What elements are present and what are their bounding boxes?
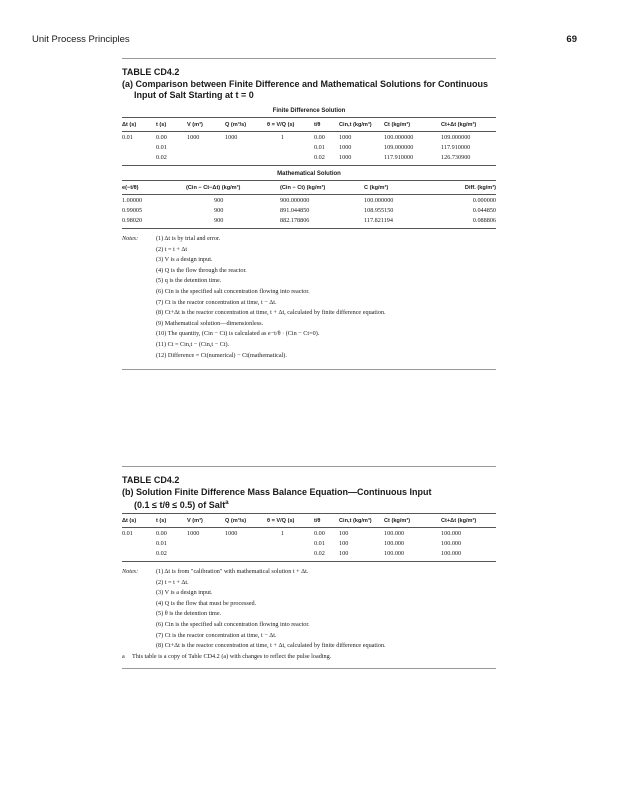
cell: 1000 (339, 153, 352, 161)
cell: 100.000 (384, 549, 405, 557)
cell (225, 152, 267, 162)
cell: 1000 (187, 529, 200, 537)
column-header: V (m³) (187, 121, 203, 128)
table-a-title-line1: (a) Comparison between Finite Difference and Mathematical Solutions for Continuous (122, 79, 489, 89)
cell: 100 (339, 539, 349, 547)
table-row (122, 142, 496, 152)
bottom-rule (122, 668, 496, 669)
math-table (122, 181, 496, 225)
table-a-label: TABLE CD4.2 (122, 67, 180, 77)
cell: 126.730900 (441, 153, 471, 161)
note: (6) Cin is the specified salt concentration flowing into reactor. (156, 620, 310, 628)
table-row (122, 215, 496, 225)
column-header: Ct (kg/m³) (384, 121, 411, 128)
cell (225, 538, 267, 548)
column-header: Q (m³/s) (225, 121, 247, 128)
cell: 882.178806 (280, 216, 310, 224)
notes-label: Notes: (122, 235, 139, 242)
column-header: Ct (kg/m³) (384, 517, 411, 524)
cell (187, 152, 225, 162)
note: (8) Ct+Δt is the reactor concentration at time, t + Δt, calculated by finite difference equation. (156, 309, 386, 317)
cell: 900.000000 (280, 196, 310, 204)
table-b-label: TABLE CD4.2 (122, 475, 180, 485)
cell: 0.01 (156, 143, 167, 151)
table-b-block (122, 466, 496, 669)
cell (225, 142, 267, 152)
note: (3) V is a design input. (156, 256, 213, 264)
cell: 0.01 (314, 539, 325, 547)
cell: 0.00 (314, 133, 325, 141)
footnote-mark: a (225, 500, 229, 506)
running-header (32, 34, 577, 48)
fd-table (122, 118, 496, 162)
table-a-notes (122, 234, 496, 361)
cell: 900 (214, 196, 224, 204)
cell (122, 538, 156, 548)
cell: 0.99005 (122, 206, 143, 214)
note: (1) Δt is from "calibration" with mathematical solution t + Δt. (156, 568, 309, 575)
table-b-header-row (122, 514, 496, 528)
cell: 0.000000 (472, 196, 496, 204)
cell: 109.000000 (441, 133, 471, 141)
cell: 100.000000 (364, 196, 394, 204)
cell: 100.000 (384, 529, 405, 537)
math-header-row (122, 181, 496, 195)
note: (8) Ct+Δt is the reactor concentration at time, t + Δt, calculated by finite difference equation. (156, 642, 386, 650)
running-title: Unit Process Principles (32, 34, 130, 45)
note: (2) t = t + Δt (156, 245, 188, 253)
column-header: θ = V/Q (s) (267, 517, 295, 524)
cell: 0.02 (314, 549, 325, 557)
fd-header-row (122, 118, 496, 132)
table-b-footnote (122, 652, 496, 663)
cell (267, 548, 314, 558)
top-rule (122, 58, 496, 59)
note: (1) Δt is by trial and error. (156, 235, 221, 242)
cell: 0.01 (122, 529, 133, 537)
cell: 117.910000 (384, 153, 414, 161)
table-row (122, 195, 496, 206)
column-header: (Cin − Ct) (kg/m³) (280, 184, 326, 191)
column-header: t/θ (314, 517, 321, 524)
cell: 100.000 (441, 529, 462, 537)
cell: 0.00 (314, 529, 325, 537)
cell: 100.000 (441, 539, 462, 547)
column-header: Δt (s) (122, 517, 137, 524)
footnote-text: This table is a copy of Table CD4.2 (a) with changes to reflect the pulse loading. (132, 652, 332, 660)
cell: 109.000000 (384, 143, 414, 151)
cell (267, 142, 314, 152)
note: (10) The quantity, (Cin − Ct) is calculated as e−t/θ · (Cin − Ct=0). (156, 330, 320, 338)
column-header: Cin,t (kg/m³) (339, 121, 372, 128)
footnote-mark: a (122, 652, 125, 660)
rule (122, 561, 496, 562)
cell: 0.01 (122, 133, 133, 141)
cell: 1 (281, 133, 285, 141)
column-header: t (s) (156, 121, 167, 128)
column-header: Cin,t (kg/m³) (339, 517, 372, 524)
cell: 0.02 (314, 153, 325, 161)
column-header: t/θ (314, 121, 321, 128)
note: (6) Cin is the specified salt concentration flowing into reactor. (156, 287, 310, 295)
note: (7) Ct is the reactor concentration at time, t − Δt. (156, 631, 277, 639)
cell: 0.00 (156, 529, 167, 537)
cell: 108.955150 (364, 206, 394, 214)
note: (5) q is the detention time. (156, 277, 222, 285)
table-row (122, 548, 496, 558)
cell: 100 (339, 549, 349, 557)
cell (187, 538, 225, 548)
cell: 900 (214, 206, 224, 214)
cell: 0.088806 (472, 216, 496, 224)
note: (4) Q is the flow through the reactor. (156, 266, 247, 274)
column-header: t (s) (156, 517, 167, 524)
cell: 0.01 (314, 143, 325, 151)
table-row (122, 528, 496, 539)
cell: 1000 (225, 133, 238, 141)
page-number: 69 (566, 34, 577, 45)
cell: 0.02 (156, 549, 167, 557)
cell (187, 142, 225, 152)
table-row (122, 132, 496, 143)
column-header: Q (m³/s) (225, 517, 247, 524)
cell: 0.02 (156, 153, 167, 161)
cell: 1000 (339, 143, 352, 151)
cell: 100 (339, 529, 349, 537)
cell (267, 538, 314, 548)
cell: 0.044850 (472, 206, 496, 214)
table-b-title-line2 (122, 498, 496, 511)
column-header: θ = V/Q (s) (267, 121, 295, 128)
table-b-title-line1: (b) Solution Finite Difference Mass Balance Equation—Continuous Input (122, 487, 432, 497)
table-b-title (122, 487, 496, 511)
note: (5) θ is the detention time. (156, 610, 222, 618)
cell: 117.910000 (441, 143, 471, 151)
cell: 1.00000 (122, 196, 143, 204)
cell (267, 152, 314, 162)
table-row (122, 152, 496, 162)
note: (2) t = t + Δt. (156, 578, 189, 586)
notes-label: Notes: (122, 568, 139, 575)
column-header: Ct+Δt (kg/m³) (441, 121, 477, 128)
note: (3) V is a design input. (156, 589, 213, 597)
table-b-notes (122, 567, 496, 662)
cell: 0.98020 (122, 216, 143, 224)
column-header: C (kg/m³) (364, 184, 389, 191)
cell: 1000 (225, 529, 238, 537)
cell (122, 142, 156, 152)
table-a-title-line2: Input of Salt Starting at t = 0 (134, 90, 254, 100)
bottom-rule (122, 369, 496, 370)
table-a-block (122, 58, 496, 370)
column-header: (Cin − Ct−Δt) (kg/m³) (186, 184, 241, 191)
table-b (122, 513, 496, 558)
table-row (122, 538, 496, 548)
cell: 0.00 (156, 133, 167, 141)
table-row (122, 205, 496, 215)
fd-heading: Finite Difference Solution (272, 108, 346, 114)
cell: 900 (214, 216, 224, 224)
cell (187, 548, 225, 558)
top-rule (122, 466, 496, 467)
table-b-title-text: (0.1 ≤ t/θ ≤ 0.5) of Salt (134, 500, 226, 510)
cell: 100.000 (441, 549, 462, 557)
note: (11) Ct = Cin,t − (Cin,t − Ct). (156, 340, 230, 348)
cell (122, 548, 156, 558)
cell (122, 152, 156, 162)
note: (4) Q is the flow that must be processed. (156, 599, 257, 607)
cell: 891.044850 (280, 206, 310, 214)
cell: 1000 (187, 133, 200, 141)
rule (122, 228, 496, 229)
cell: 100.000000 (384, 133, 414, 141)
math-heading: Mathematical Solution (277, 171, 341, 177)
column-header: V (m³) (187, 517, 203, 524)
cell (225, 548, 267, 558)
note: (7) Ct is the reactor concentration at time, t − Δt. (156, 298, 277, 306)
note: (12) Difference = Ct(numerical) − Ct(mathematical). (156, 351, 287, 359)
column-header: Diff. (kg/m³) (464, 184, 496, 191)
column-header: e(−t/θ) (122, 184, 139, 191)
cell: 100.000 (384, 539, 405, 547)
cell: 1000 (339, 133, 352, 141)
table-a-title (122, 79, 496, 101)
cell: 1 (281, 529, 285, 537)
note: (9) Mathematical solution—dimensionless. (156, 319, 264, 327)
column-header: Ct+Δt (kg/m³) (441, 517, 477, 524)
rule (122, 165, 496, 166)
cell: 0.01 (156, 539, 167, 547)
column-header: Δt (s) (122, 121, 137, 128)
cell: 117.821194 (364, 216, 393, 224)
